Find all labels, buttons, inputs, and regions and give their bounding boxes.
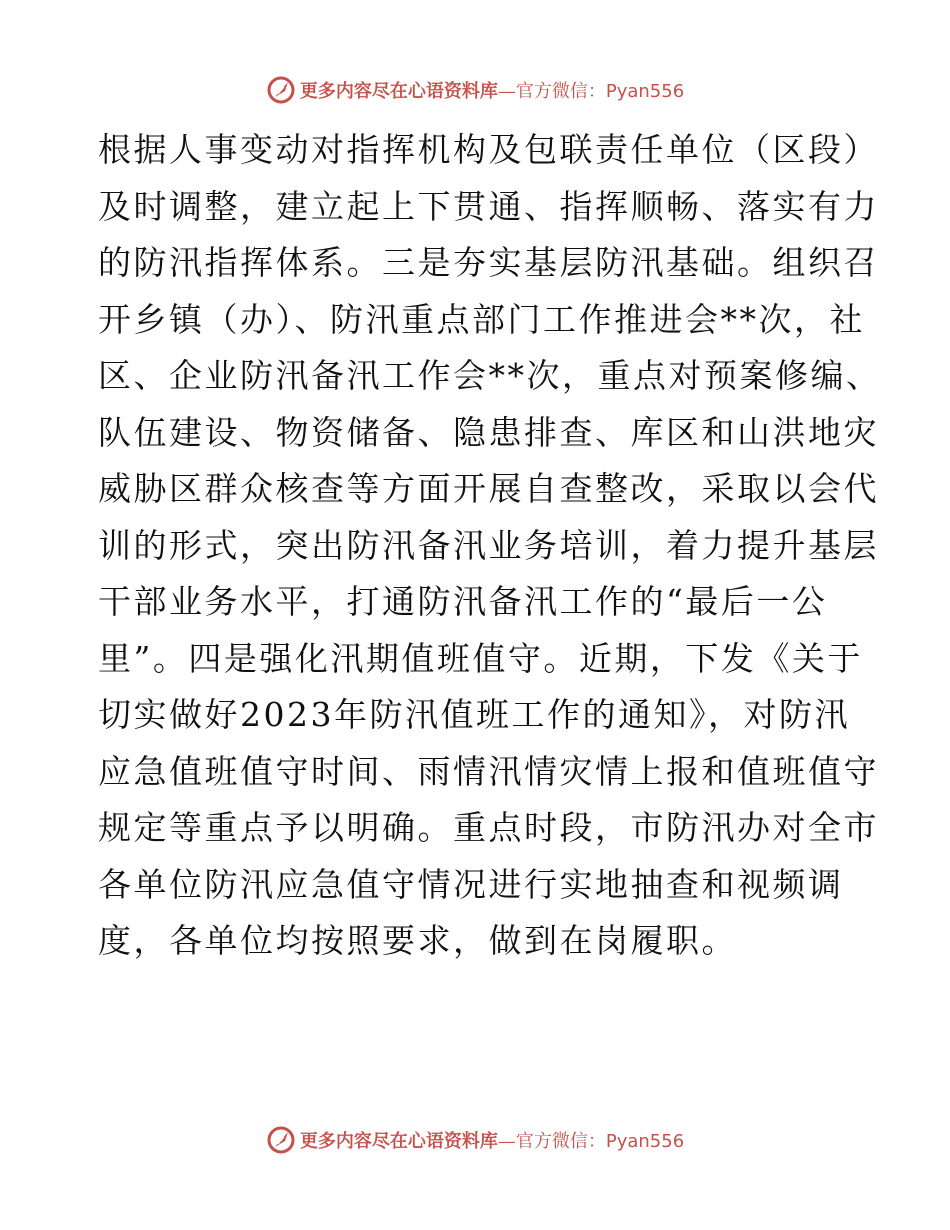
body-text-line: 里”。四是强化汛期值班值守。近期，下发《关于 <box>98 638 863 678</box>
feather-circle-logo-icon <box>266 75 296 105</box>
body-text-line: 度，各单位均按照要求，做到在岗履职。 <box>98 921 737 960</box>
watermark-id: Pyan556 <box>605 1131 685 1152</box>
watermark-dash: — <box>497 1131 516 1152</box>
footer-watermark <box>0 1120 950 1160</box>
body-text-line: 威胁区群众核查等方面开展自查整改，采取以会代 <box>98 469 879 508</box>
body-text-line: 及时调整，建立起上下贯通、指挥顺畅、落实有力 <box>98 186 879 226</box>
body-text-line: 应急值班值守时间、雨情汛情灾情上报和值班值守 <box>98 751 879 791</box>
body-text-line: 规定等重点予以明确。重点时段，市防汛办对全市 <box>98 808 879 847</box>
body-text-line: 切实做好2023年防汛值班工作的通知》，对防汛 <box>98 695 850 734</box>
watermark-id: Pyan556 <box>605 81 685 102</box>
watermark-brand: 更多内容尽在心语资料库 <box>299 1131 498 1152</box>
body-text-line: 队伍建设、物资储备、隐患排查、库区和山洪地灾 <box>98 412 879 452</box>
feather-circle-logo-icon <box>266 1125 296 1155</box>
header-watermark <box>0 70 950 110</box>
watermark-text <box>300 1127 684 1153</box>
watermark-label: 官方微信： <box>515 1131 606 1152</box>
body-text-line: 各单位防汛应急值守情况进行实地抽查和视频调 <box>98 864 844 904</box>
body-text-line: 开乡镇（办）、防汛重点部门工作推进会**次，社 <box>98 299 865 339</box>
watermark-label: 官方微信： <box>515 81 606 102</box>
body-text-line: 训的形式，突出防汛备汛业务培训，着力提升基层 <box>98 525 879 565</box>
body-text-line: 根据人事变动对指挥机构及包联责任单位（区段） <box>98 130 879 169</box>
watermark-dash: — <box>497 81 516 102</box>
watermark-text <box>300 77 684 103</box>
document-body <box>98 122 882 970</box>
body-text-line: 的防汛指挥体系。三是夯实基层防汛基础。组织召 <box>98 243 879 282</box>
watermark-brand: 更多内容尽在心语资料库 <box>299 81 498 102</box>
body-text-line: 干部业务水平，打通防汛备汛工作的“最后一公 <box>98 582 828 621</box>
body-text-line: 区、企业防汛备汛工作会**次，重点对预案修编、 <box>98 356 882 395</box>
